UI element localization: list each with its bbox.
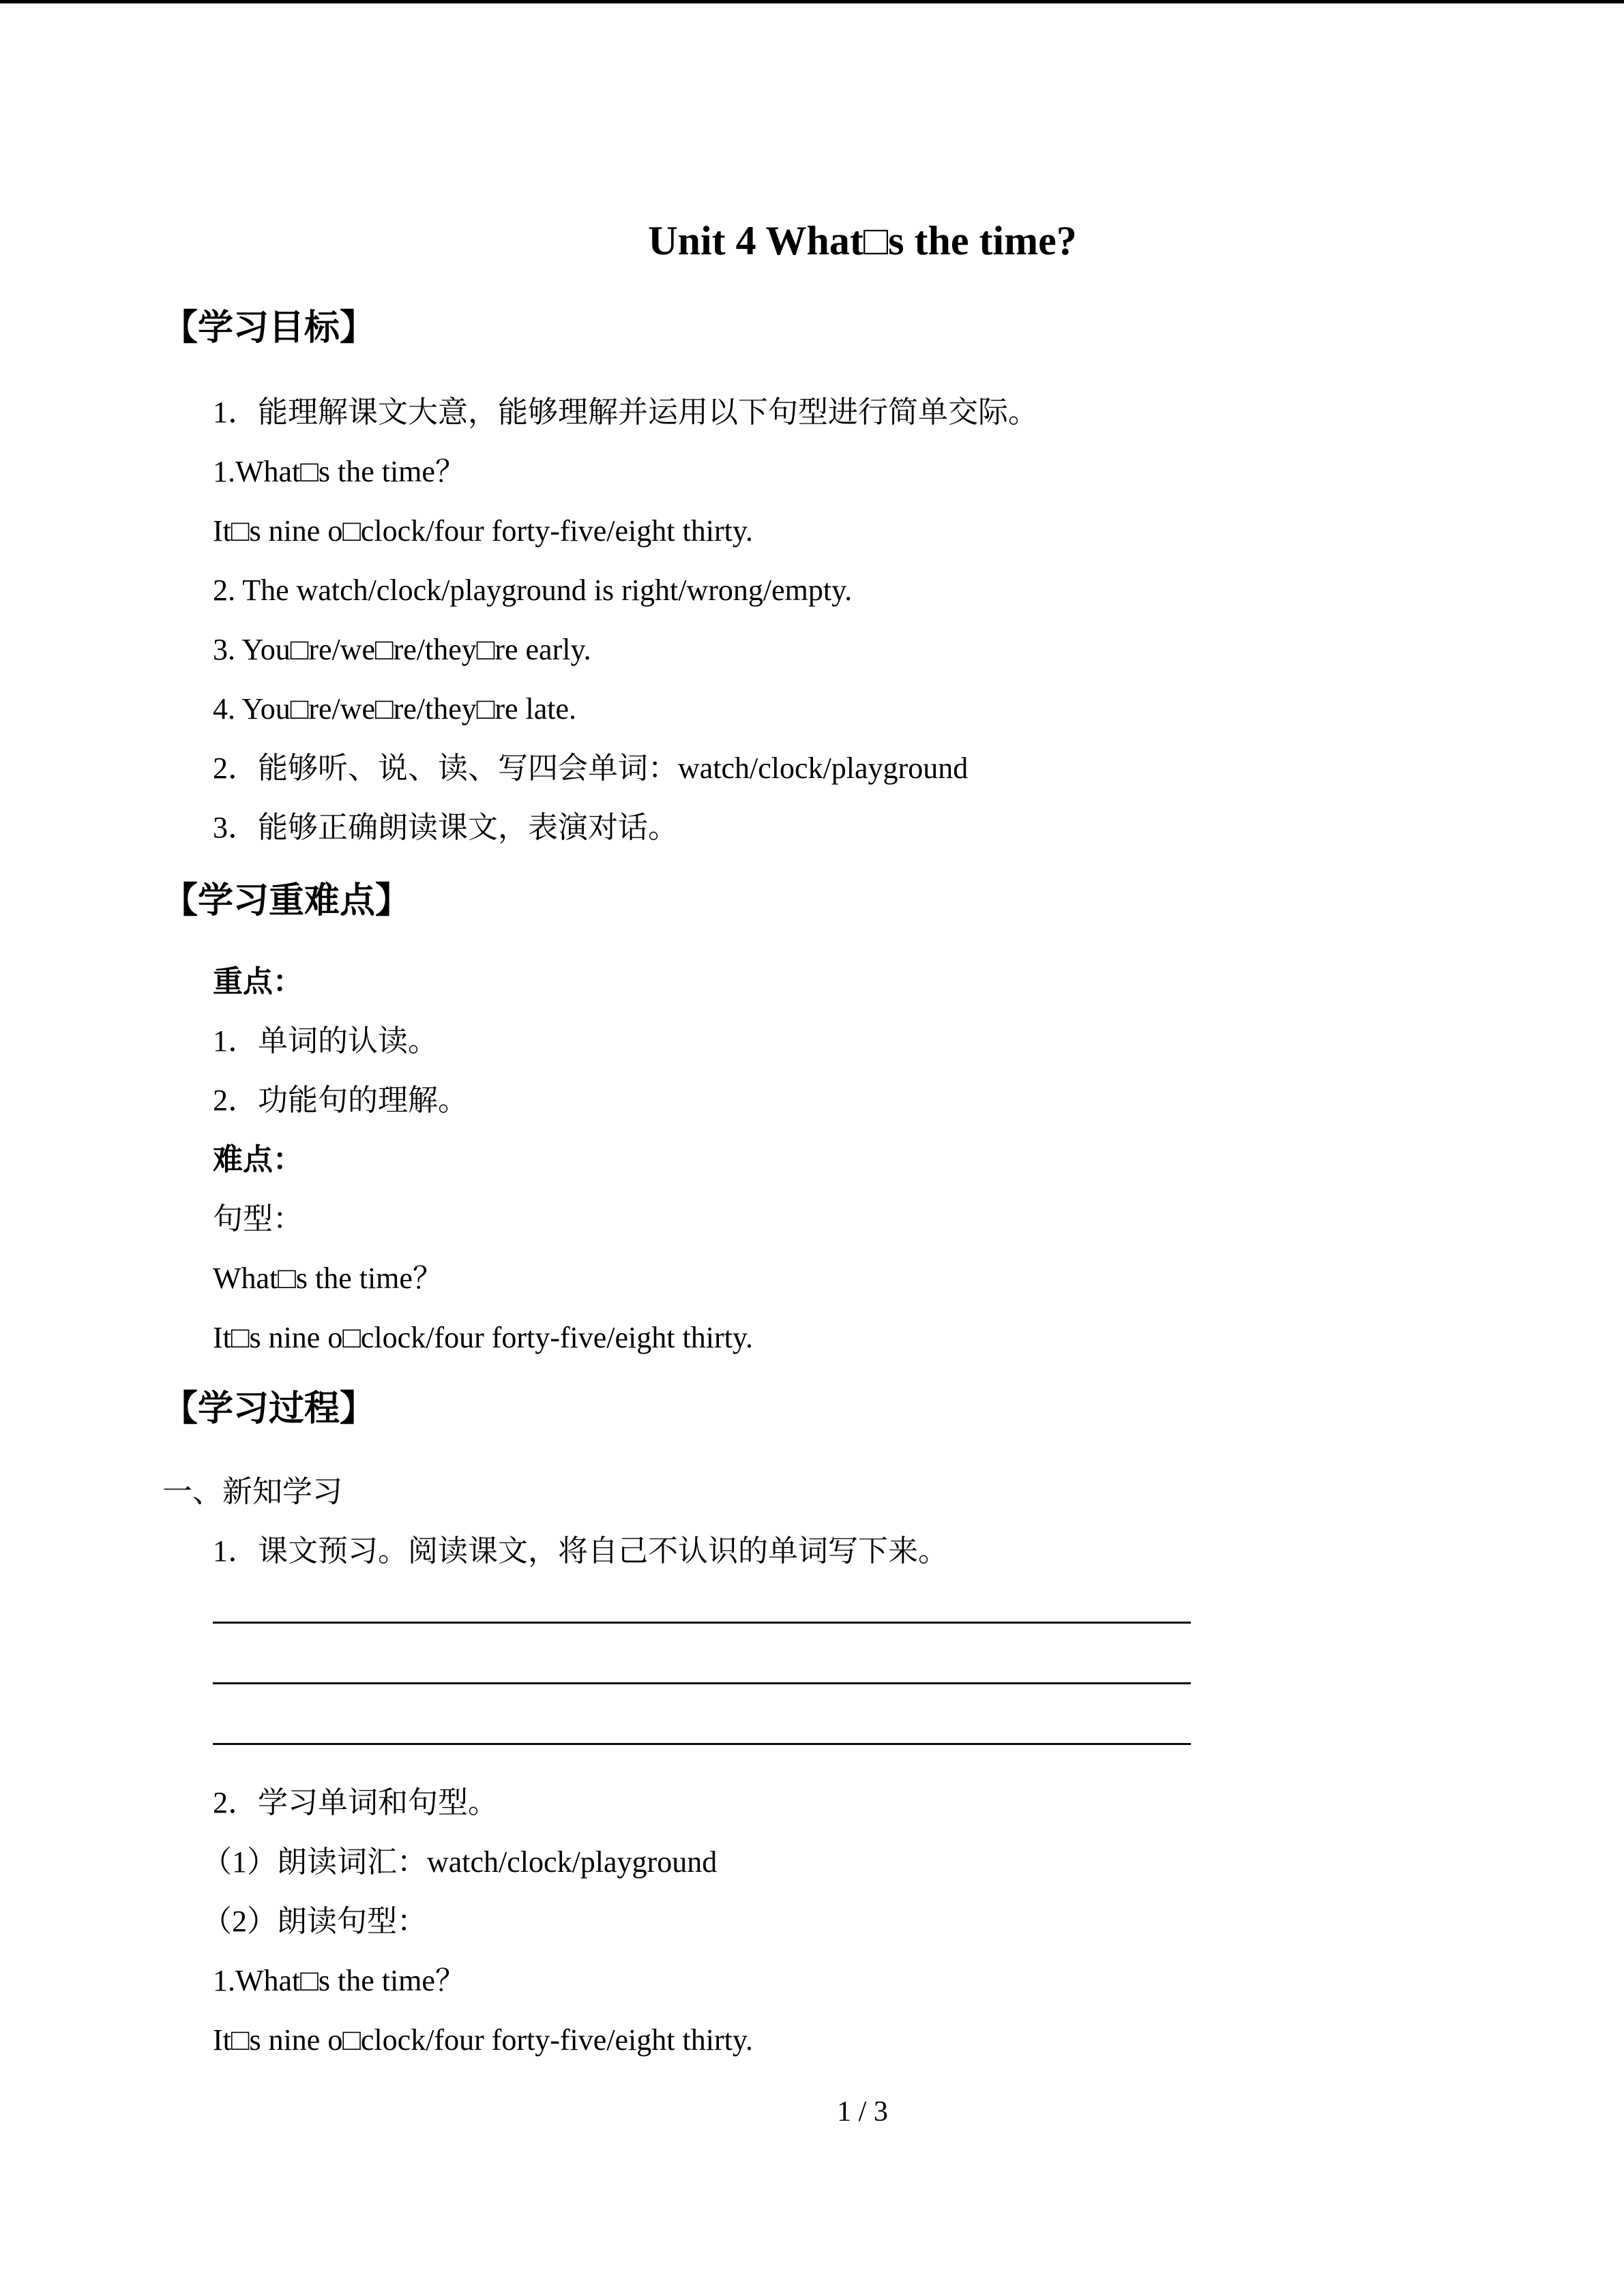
sentence-line: 1.What□s the time？	[213, 1964, 465, 1997]
process-step: 1．课文预习。阅读课文，将自己不认识的单词写下来。	[213, 1534, 948, 1568]
difficulty-line: 句型：	[213, 1202, 303, 1236]
process-step: 2．学习单词和句型。	[213, 1786, 498, 1819]
answer-blank-line	[213, 1684, 1191, 1745]
difficulty-line: What□s the time？	[213, 1262, 443, 1295]
page-number: 1 / 3	[837, 2096, 888, 2128]
top-border	[0, 0, 1624, 3]
answer-blank-line	[213, 1581, 1191, 1624]
objective-line: 1.What□s the time？	[213, 455, 465, 488]
answer-blank-line	[213, 1624, 1191, 1684]
process-substep: （1）朗读词汇：watch/clock/playground	[202, 1845, 718, 1879]
section-heading-objectives: 【学习目标】	[162, 308, 376, 348]
difficulty-label: 难点：	[213, 1143, 303, 1176]
objective-line: 1．能理解课文大意，能够理解并运用以下句型进行简单交际。	[213, 396, 1038, 429]
document-title: Unit 4 What□s the time?	[648, 218, 1077, 263]
objective-line: 3. You□re/we□re/they□re early.	[213, 633, 591, 666]
process-substep: （2）朗读句型：	[202, 1905, 427, 1938]
process-part-title: 一、新知学习	[162, 1475, 342, 1508]
objective-line: 2．能够听、说、读、写四会单词：watch/clock/playground	[213, 751, 969, 785]
objective-line: 4. You□re/we□re/they□re late.	[213, 692, 577, 726]
objective-line: 3．能够正确朗读课文，表演对话。	[213, 811, 678, 844]
section-heading-process: 【学习过程】	[162, 1389, 376, 1429]
focus-item: 2．功能句的理解。	[213, 1084, 468, 1117]
sentence-line: It□s nine o□clock/four forty-five/eight thirty.	[213, 2023, 753, 2057]
focus-item: 1．单词的认读。	[213, 1024, 438, 1058]
section-heading-key-difficulties: 【学习重难点】	[162, 881, 411, 921]
focus-label: 重点：	[213, 965, 303, 998]
difficulty-line: It□s nine o□clock/four forty-five/eight thirty.	[213, 1321, 753, 1354]
objective-line: It□s nine o□clock/four forty-five/eight thirty.	[213, 514, 753, 548]
objective-line: 2. The watch/clock/playground is right/wrong/empty.	[213, 573, 853, 607]
